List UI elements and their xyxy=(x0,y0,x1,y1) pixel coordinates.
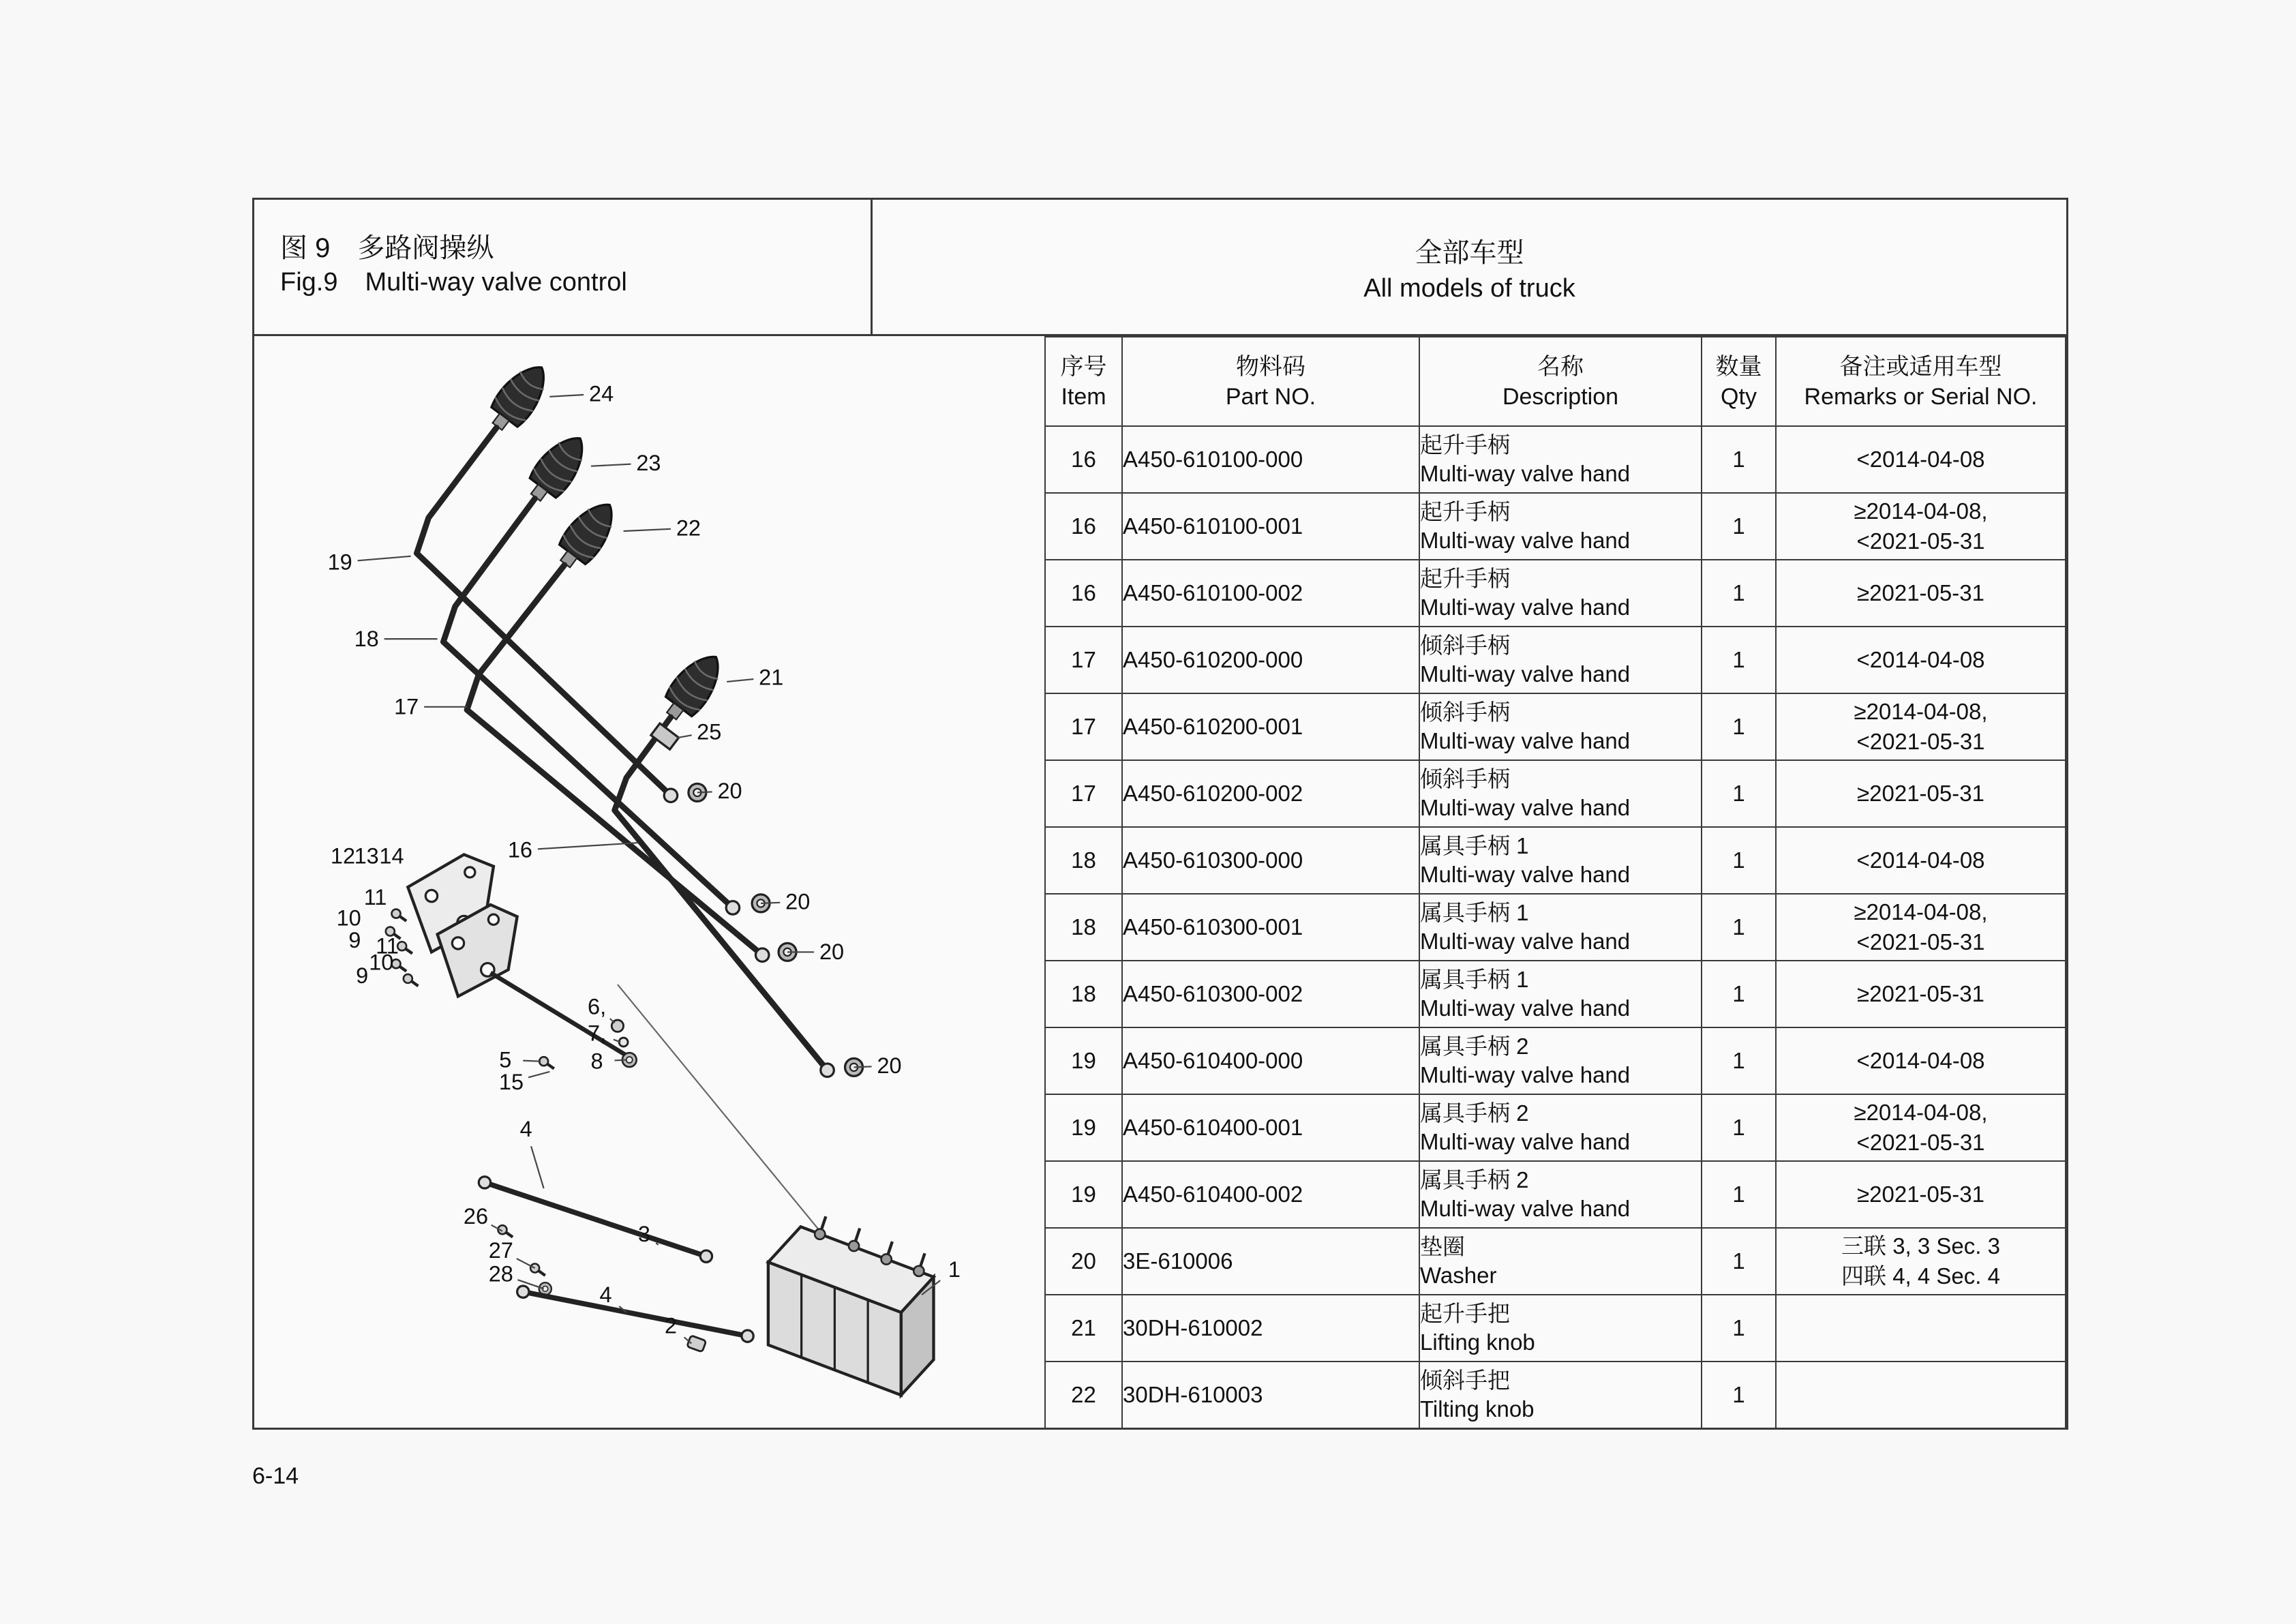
remarks-cell xyxy=(1776,1161,2066,1228)
remarks-cell xyxy=(1776,1228,2066,1295)
spacer-25 xyxy=(651,723,679,749)
callout-label: 11 xyxy=(376,933,399,959)
callout-leader-line xyxy=(615,1060,626,1061)
callout-leader-line xyxy=(854,1066,872,1067)
callout-label: 22 xyxy=(676,515,701,541)
item-cell: 17 xyxy=(1045,627,1122,693)
model-title-block xyxy=(873,200,2066,334)
remarks-cell xyxy=(1776,1295,2066,1362)
table-row xyxy=(1045,1027,2066,1094)
callout-label: 25 xyxy=(697,719,722,745)
qty-cell: 1 xyxy=(1702,1094,1776,1161)
diagram-canvas xyxy=(254,336,1044,1428)
model-title-zh: 全部车型 xyxy=(1415,238,1524,268)
remark-line: <2014-04-08 xyxy=(1856,847,1985,873)
description-en: Multi-way valve hand xyxy=(1420,728,1631,753)
item-cell: 16 xyxy=(1045,560,1122,627)
callout-label: 26 xyxy=(463,1204,489,1229)
callout-label: 12 xyxy=(330,843,356,869)
remark-line: <2021-05-31 xyxy=(1856,929,1985,954)
description-en: Multi-way valve hand xyxy=(1420,1129,1631,1154)
qty-cell: 1 xyxy=(1702,961,1776,1027)
callout-label: 17 xyxy=(394,694,419,719)
description-cell xyxy=(1419,693,1702,760)
part-no-cell: 30DH-610002 xyxy=(1122,1295,1419,1362)
content-area xyxy=(254,336,2066,1428)
description-cell xyxy=(1419,1362,1702,1428)
callout-label: 13 xyxy=(354,843,379,869)
remark-line: <2014-04-08 xyxy=(1856,1048,1985,1073)
remark-line: <2021-05-31 xyxy=(1856,1130,1985,1155)
callout-leader-line xyxy=(528,1072,549,1077)
table-row xyxy=(1045,827,2066,894)
qty-cell: 1 xyxy=(1702,426,1776,493)
callout-label: 28 xyxy=(488,1261,513,1287)
remark-line: 三联 3, 3 Sec. 3 xyxy=(1841,1233,2000,1259)
remarks-cell xyxy=(1776,693,2066,760)
catalog-sheet xyxy=(252,198,2068,1430)
part-no-cell: A450-610400-001 xyxy=(1122,1094,1419,1161)
callout-label: 11 xyxy=(363,885,387,910)
remark-line: ≥2021-05-31 xyxy=(1857,981,1984,1006)
description-cell xyxy=(1419,627,1702,693)
callout-label: 2 xyxy=(664,1313,677,1338)
part-no-cell: A450-610300-000 xyxy=(1122,827,1419,894)
description-cell xyxy=(1419,827,1702,894)
callout-leader-line xyxy=(727,679,753,682)
callout-leader-line xyxy=(517,1259,535,1268)
callout-label: 20 xyxy=(717,779,742,804)
callout-leader-line xyxy=(523,1061,541,1062)
callout-leader-line xyxy=(591,464,631,466)
item-cell: 20 xyxy=(1045,1228,1122,1295)
col-item: 序号 Item xyxy=(1045,337,1122,426)
item-cell: 19 xyxy=(1045,1161,1122,1228)
qty-cell: 1 xyxy=(1702,1228,1776,1295)
callout-label: 4 xyxy=(599,1282,612,1307)
description-en: Multi-way valve hand xyxy=(1420,528,1631,553)
figure-number-zh: 图 9 xyxy=(280,233,331,263)
model-title-en: All models of truck xyxy=(1363,274,1575,303)
description-zh: 倾斜手柄 xyxy=(1420,766,1510,792)
part-no-cell: A450-610300-001 xyxy=(1122,894,1419,961)
table-row xyxy=(1045,560,2066,627)
col-qty: 数量 Qty xyxy=(1702,337,1776,426)
callout-label: 3 xyxy=(637,1222,650,1247)
description-cell xyxy=(1419,1228,1702,1295)
description-zh: 属具手柄 1 xyxy=(1420,967,1529,992)
figure-number-en: Fig.9 xyxy=(280,268,338,297)
description-zh: 起升手柄 xyxy=(1420,432,1510,457)
description-cell xyxy=(1419,1295,1702,1362)
description-en: Multi-way valve hand xyxy=(1420,661,1631,687)
callout-label: 10 xyxy=(336,905,361,931)
table-row xyxy=(1045,1228,2066,1295)
remarks-cell xyxy=(1776,627,2066,693)
remark-line: <2021-05-31 xyxy=(1856,528,1985,554)
qty-cell: 1 xyxy=(1702,1161,1776,1228)
remarks-cell xyxy=(1776,426,2066,493)
table-row xyxy=(1045,961,2066,1027)
part-no-cell: A450-610100-001 xyxy=(1122,493,1419,560)
qty-cell: 1 xyxy=(1702,827,1776,894)
item-cell: 21 xyxy=(1045,1295,1122,1362)
description-zh: 倾斜手把 xyxy=(1420,1368,1510,1393)
part-no-cell: A450-610200-002 xyxy=(1122,760,1419,827)
small-fasteners xyxy=(386,909,706,1352)
page-number: 6-14 xyxy=(252,1463,299,1489)
qty-cell: 1 xyxy=(1702,627,1776,693)
description-en: Tilting knob xyxy=(1420,1396,1535,1422)
part-no-cell: A450-610200-000 xyxy=(1122,627,1419,693)
callout-label: 20 xyxy=(785,889,811,914)
description-cell xyxy=(1419,1027,1702,1094)
washers-and-nuts xyxy=(651,723,863,1076)
qty-cell: 1 xyxy=(1702,1362,1776,1428)
callout-layer xyxy=(328,381,961,1343)
part-no-cell: A450-610400-000 xyxy=(1122,1027,1419,1094)
remarks-cell xyxy=(1776,493,2066,560)
description-en: Washer xyxy=(1420,1263,1497,1288)
description-zh: 垫圈 xyxy=(1420,1234,1465,1259)
parts-table xyxy=(1044,336,2066,1429)
table-row xyxy=(1045,1094,2066,1161)
description-en: Multi-way valve hand xyxy=(1420,461,1631,486)
callout-label: 1 xyxy=(948,1257,961,1282)
description-en: Multi-way valve hand xyxy=(1420,929,1631,954)
valve-block xyxy=(768,1216,934,1395)
part-no-cell: 3E-610006 xyxy=(1122,1228,1419,1295)
callout-label: 15 xyxy=(498,1069,524,1094)
description-en: Multi-way valve hand xyxy=(1420,1196,1631,1221)
item-cell: 16 xyxy=(1045,493,1122,560)
part-no-cell: A450-610100-000 xyxy=(1122,426,1419,493)
callout-label: 7, xyxy=(588,1021,607,1046)
remarks-cell xyxy=(1776,1362,2066,1428)
callout-label: 8 xyxy=(590,1049,603,1074)
description-cell xyxy=(1419,493,1702,560)
qty-cell: 1 xyxy=(1702,560,1776,627)
item-cell: 16 xyxy=(1045,426,1122,493)
description-zh: 倾斜手柄 xyxy=(1420,700,1510,725)
item-cell: 18 xyxy=(1045,894,1122,961)
remark-line: 四联 4, 4 Sec. 4 xyxy=(1841,1263,2000,1289)
qty-cell: 1 xyxy=(1702,693,1776,760)
description-zh: 属具手柄 2 xyxy=(1420,1034,1529,1059)
callout-label: 16 xyxy=(507,837,533,862)
table-row xyxy=(1045,493,2066,560)
description-cell xyxy=(1419,760,1702,827)
qty-cell: 1 xyxy=(1702,760,1776,827)
table-row xyxy=(1045,1295,2066,1362)
callout-label: 4 xyxy=(519,1117,532,1142)
callout-leader-line xyxy=(538,843,638,849)
remarks-cell xyxy=(1776,1094,2066,1161)
remark-line: ≥2021-05-31 xyxy=(1857,781,1984,806)
description-en: Multi-way valve hand xyxy=(1420,795,1631,820)
item-cell: 17 xyxy=(1045,693,1122,760)
description-cell xyxy=(1419,426,1702,493)
part-no-cell: A450-610300-002 xyxy=(1122,961,1419,1027)
callout-label: 27 xyxy=(488,1237,513,1263)
remark-line: ≥2021-05-31 xyxy=(1857,1182,1984,1207)
callout-label: 9 xyxy=(356,963,369,988)
callout-label: 9 xyxy=(348,927,361,952)
table-header-row xyxy=(1045,337,2066,426)
description-zh: 倾斜手柄 xyxy=(1420,633,1510,658)
col-remarks: 备注或适用车型 Remarks or Serial NO. xyxy=(1776,337,2066,426)
remark-line: <2014-04-08 xyxy=(1856,447,1985,472)
callout-leader-line xyxy=(624,529,671,531)
description-zh: 起升手柄 xyxy=(1420,566,1510,591)
table-row xyxy=(1045,426,2066,493)
item-cell: 17 xyxy=(1045,760,1122,827)
remarks-cell xyxy=(1776,894,2066,961)
page-header xyxy=(254,200,2066,336)
remark-line: ≥2014-04-08, xyxy=(1854,899,1988,924)
description-zh: 起升手把 xyxy=(1420,1301,1510,1326)
item-cell: 22 xyxy=(1045,1362,1122,1428)
table-row xyxy=(1045,894,2066,961)
remark-line: <2021-05-31 xyxy=(1856,729,1985,754)
callout-leader-line xyxy=(358,556,411,561)
part-no-cell: 30DH-610003 xyxy=(1122,1362,1419,1428)
remarks-cell xyxy=(1776,961,2066,1027)
figure-title-zh: 多路阀操纵 xyxy=(357,233,494,263)
description-en: Lifting knob xyxy=(1420,1329,1535,1355)
callout-leader-line xyxy=(531,1146,544,1188)
col-description: 名称 Description xyxy=(1419,337,1702,426)
part-no-cell: A450-610200-001 xyxy=(1122,693,1419,760)
description-zh: 起升手柄 xyxy=(1420,499,1510,524)
description-cell xyxy=(1419,1094,1702,1161)
table-row xyxy=(1045,627,2066,693)
callout-label: 14 xyxy=(379,843,404,869)
remark-line: <2014-04-08 xyxy=(1856,647,1985,672)
callout-label: 10 xyxy=(369,950,394,975)
remark-line: ≥2021-05-31 xyxy=(1857,580,1984,605)
callout-label: 19 xyxy=(327,550,352,575)
figure-title-block xyxy=(254,200,873,334)
callout-label: 24 xyxy=(589,381,614,406)
callout-label: 21 xyxy=(759,665,784,690)
tilt-knob-icon xyxy=(520,427,595,509)
description-zh: 属具手柄 2 xyxy=(1420,1167,1529,1192)
control-knobs xyxy=(482,356,731,727)
callout-label: 23 xyxy=(636,451,661,476)
description-cell xyxy=(1419,961,1702,1027)
description-en: Multi-way valve hand xyxy=(1420,862,1631,887)
attachment-knob2-icon xyxy=(656,646,731,727)
attachment-knob-icon xyxy=(550,494,625,575)
description-zh: 属具手柄 1 xyxy=(1420,900,1529,925)
qty-cell: 1 xyxy=(1702,493,1776,560)
description-zh: 属具手柄 1 xyxy=(1420,833,1529,858)
table-row xyxy=(1045,1161,2066,1228)
description-cell xyxy=(1419,894,1702,961)
qty-cell: 1 xyxy=(1702,894,1776,961)
description-en: Multi-way valve hand xyxy=(1420,1062,1631,1087)
table-row xyxy=(1045,760,2066,827)
item-cell: 18 xyxy=(1045,827,1122,894)
remark-line: ≥2014-04-08, xyxy=(1854,699,1988,724)
description-en: Multi-way valve hand xyxy=(1420,995,1631,1021)
description-en: Multi-way valve hand xyxy=(1420,595,1631,620)
item-cell: 19 xyxy=(1045,1094,1122,1161)
figure-title-en: Multi-way valve control xyxy=(365,268,627,297)
exploded-diagram xyxy=(254,336,1044,1428)
description-cell xyxy=(1419,560,1702,627)
remark-line: ≥2014-04-08, xyxy=(1854,498,1988,524)
description-zh: 属具手柄 2 xyxy=(1420,1100,1529,1126)
table-row xyxy=(1045,693,2066,760)
remarks-cell xyxy=(1776,1027,2066,1094)
table-row xyxy=(1045,1362,2066,1428)
callout-label: 20 xyxy=(819,939,845,965)
col-part-no: 物料码 Part NO. xyxy=(1122,337,1419,426)
callout-label: 20 xyxy=(877,1053,902,1079)
description-cell xyxy=(1419,1161,1702,1228)
remarks-cell xyxy=(1776,827,2066,894)
part-no-cell: A450-610400-002 xyxy=(1122,1161,1419,1228)
remarks-cell xyxy=(1776,560,2066,627)
callout-label: 5 xyxy=(499,1047,512,1072)
item-cell: 19 xyxy=(1045,1027,1122,1094)
part-no-cell: A450-610100-002 xyxy=(1122,560,1419,627)
item-cell: 18 xyxy=(1045,961,1122,1027)
callout-label: 6, xyxy=(588,994,607,1019)
callout-label: 18 xyxy=(354,626,379,651)
qty-cell: 1 xyxy=(1702,1295,1776,1362)
lift-knob-icon xyxy=(482,356,557,438)
callout-leader-line xyxy=(656,1243,658,1245)
qty-cell: 1 xyxy=(1702,1027,1776,1094)
callout-leader-line xyxy=(549,395,584,397)
remarks-cell xyxy=(1776,760,2066,827)
remark-line: ≥2014-04-08, xyxy=(1854,1100,1988,1125)
